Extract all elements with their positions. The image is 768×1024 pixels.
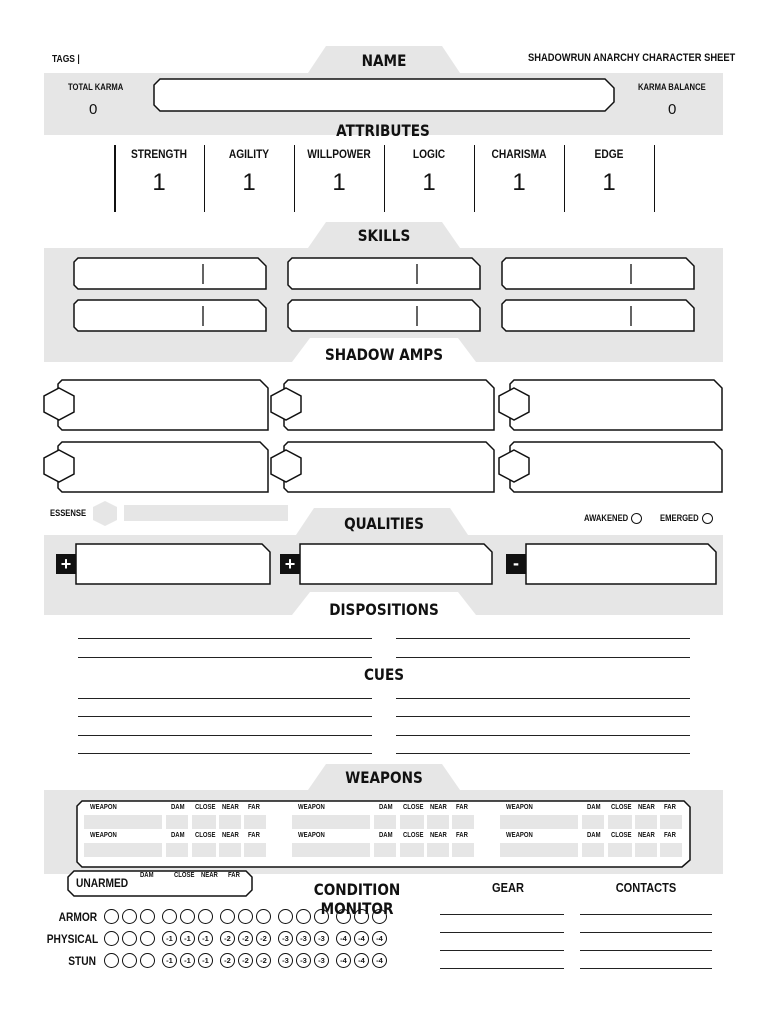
cue-line[interactable] [78, 753, 372, 754]
unarmed-close-header: CLOSE [174, 872, 195, 879]
attribute-value: 1 [422, 169, 436, 196]
emerged-radio[interactable] [702, 513, 713, 524]
dam-header: DAM [587, 804, 601, 811]
attribute-value: 1 [332, 169, 346, 196]
weapon-header: WEAPON [506, 832, 533, 839]
physical-box[interactable] [104, 931, 119, 946]
weapon-near-field[interactable] [219, 815, 241, 829]
unarmed-far-header: FAR [228, 872, 240, 879]
armor-box[interactable] [220, 909, 235, 924]
weapon-name-field[interactable] [84, 815, 162, 829]
qualities-title: QUALITIES [344, 514, 424, 533]
disposition-line[interactable] [78, 657, 372, 658]
attribute-label: STRENGTH [130, 147, 188, 161]
weapon-slot[interactable] [84, 804, 270, 832]
quality-slots[interactable] [0, 540, 768, 590]
awakened-label: AWAKENED [584, 513, 629, 523]
disposition-line[interactable] [396, 638, 690, 639]
gear-title: GEAR [492, 880, 524, 895]
cues-title: CUES [363, 665, 405, 684]
near-header: NEAR [638, 804, 655, 811]
stun-box[interactable]: -3 [278, 953, 293, 968]
name-title: NAME [361, 51, 407, 70]
weapon-dam-field[interactable] [166, 815, 188, 829]
close-header: CLOSE [611, 804, 632, 811]
cue-line[interactable] [78, 716, 372, 717]
weapon-close-field[interactable] [192, 815, 216, 829]
near-header: NEAR [222, 832, 239, 839]
armor-box[interactable] [372, 909, 387, 924]
weapon-close-field[interactable] [192, 843, 216, 857]
armor-box[interactable] [122, 909, 137, 924]
weapon-dam-field[interactable] [582, 843, 604, 857]
weapon-near-field[interactable] [219, 843, 241, 857]
weapon-far-field[interactable] [452, 843, 474, 857]
weapon-name-field[interactable] [292, 843, 370, 857]
weapon-slot[interactable] [500, 832, 686, 860]
attribute-value: 1 [152, 169, 166, 196]
stun-box[interactable]: -4 [354, 953, 369, 968]
cue-line[interactable] [396, 735, 690, 736]
shadow-amps-title: SHADOW AMPS [324, 345, 444, 364]
tags-label: TAGS | [52, 54, 80, 65]
far-header: FAR [664, 832, 676, 839]
condition-row-label: PHYSICAL [46, 932, 99, 946]
attribute-label: CHARISMA [491, 147, 547, 161]
physical-box[interactable]: -1 [198, 931, 213, 946]
weapon-slot[interactable] [500, 804, 686, 832]
disposition-line[interactable] [78, 638, 372, 639]
weapon-slot[interactable] [84, 832, 270, 860]
stun-box[interactable] [122, 953, 137, 968]
gear-line[interactable] [440, 968, 564, 969]
armor-box[interactable] [180, 909, 195, 924]
weapon-header: WEAPON [298, 832, 325, 839]
armor-box[interactable] [198, 909, 213, 924]
stun-box[interactable]: -4 [372, 953, 387, 968]
weapon-near-field[interactable] [427, 843, 449, 857]
sheet-title: SHADOWRUN ANARCHY CHARACTER SHEET [528, 52, 736, 64]
weapon-near-field[interactable] [635, 815, 657, 829]
attributes-title: ATTRIBUTES [336, 121, 430, 140]
cue-line[interactable] [78, 698, 372, 699]
near-header: NEAR [430, 832, 447, 839]
positive-quality-2-plus-icon[interactable]: + [280, 554, 300, 574]
near-header: NEAR [222, 804, 239, 811]
physical-box[interactable]: -3 [296, 931, 311, 946]
essence-label: ESSENSE [50, 508, 87, 518]
weapon-name-field[interactable] [500, 815, 578, 829]
stun-track [104, 952, 390, 970]
stun-box[interactable]: -2 [220, 953, 235, 968]
dam-header: DAM [379, 804, 393, 811]
stun-box[interactable]: -3 [296, 953, 311, 968]
attribute-charisma[interactable] [474, 145, 565, 212]
condition-monitor-title: CONDITION MONITOR [313, 880, 401, 918]
attribute-label: AGILITY [228, 147, 270, 161]
physical-box[interactable]: -4 [372, 931, 387, 946]
skills-title: SKILLS [357, 226, 411, 245]
physical-box[interactable]: -4 [354, 931, 369, 946]
unarmed-dam-header: DAM [140, 872, 154, 879]
attribute-label: LOGIC [412, 147, 446, 161]
cue-line[interactable] [396, 716, 690, 717]
armor-box[interactable] [238, 909, 253, 924]
stun-box[interactable]: -2 [238, 953, 253, 968]
physical-box[interactable]: -2 [256, 931, 271, 946]
negative-quality-minus-icon[interactable]: - [506, 554, 526, 574]
attribute-label: EDGE [594, 147, 624, 161]
armor-box[interactable] [354, 909, 369, 924]
attribute-label: WILLPOWER [307, 147, 371, 161]
stun-box[interactable]: -3 [314, 953, 329, 968]
near-header: NEAR [638, 832, 655, 839]
weapon-header: WEAPON [298, 804, 325, 811]
physical-box[interactable] [140, 931, 155, 946]
stun-box[interactable]: -4 [336, 953, 351, 968]
name-field[interactable] [150, 78, 620, 112]
stun-box[interactable] [104, 953, 119, 968]
weapon-far-field[interactable] [244, 843, 266, 857]
close-header: CLOSE [611, 832, 632, 839]
armor-box[interactable] [336, 909, 351, 924]
far-header: FAR [456, 832, 468, 839]
weapon-name-field[interactable] [84, 843, 162, 857]
shadow-amp-slots[interactable] [0, 376, 768, 496]
weapon-far-field[interactable] [452, 815, 474, 829]
stun-box[interactable]: -1 [198, 953, 213, 968]
weapon-far-field[interactable] [660, 815, 682, 829]
cue-line[interactable] [78, 735, 372, 736]
cue-line[interactable] [396, 698, 690, 699]
weapons-title: WEAPONS [345, 768, 423, 787]
attribute-willpower[interactable] [294, 145, 385, 212]
stun-box[interactable]: -1 [180, 953, 195, 968]
contact-line[interactable] [580, 914, 712, 915]
attribute-value: 1 [602, 169, 616, 196]
karma-balance-label: KARMA BALANCE [638, 82, 706, 92]
weapon-slot[interactable] [292, 832, 478, 860]
weapon-dam-field[interactable] [374, 843, 396, 857]
weapon-dam-field[interactable] [374, 815, 396, 829]
close-header: CLOSE [403, 832, 424, 839]
far-header: FAR [664, 804, 676, 811]
armor-box[interactable] [140, 909, 155, 924]
contacts-title: CONTACTS [615, 880, 677, 895]
physical-box[interactable]: -3 [314, 931, 329, 946]
physical-box[interactable]: -1 [162, 931, 177, 946]
weapon-near-field[interactable] [427, 815, 449, 829]
attribute-logic[interactable] [384, 145, 475, 212]
attribute-agility[interactable] [204, 145, 295, 212]
armor-box[interactable] [296, 909, 311, 924]
physical-box[interactable]: -4 [336, 931, 351, 946]
stun-box[interactable]: -2 [256, 953, 271, 968]
weapon-header: WEAPON [506, 804, 533, 811]
dam-header: DAM [171, 832, 185, 839]
condition-row-label: STUN [68, 954, 96, 968]
stun-box[interactable]: -1 [162, 953, 177, 968]
cue-line[interactable] [396, 753, 690, 754]
contact-line[interactable] [580, 968, 712, 969]
karma-balance-value[interactable]: 0 [668, 101, 677, 118]
gear-line[interactable] [440, 914, 564, 915]
condition-row-label: ARMOR [58, 910, 98, 924]
armor-track [104, 908, 390, 926]
physical-box[interactable]: -3 [278, 931, 293, 946]
dispositions-title: DISPOSITIONS [329, 600, 439, 619]
close-header: CLOSE [195, 804, 216, 811]
weapon-dam-field[interactable] [582, 815, 604, 829]
armor-box[interactable] [162, 909, 177, 924]
weapon-far-field[interactable] [660, 843, 682, 857]
disposition-line[interactable] [396, 657, 690, 658]
awakened-radio[interactable] [631, 513, 642, 524]
weapon-close-field[interactable] [400, 815, 424, 829]
weapon-near-field[interactable] [635, 843, 657, 857]
far-header: FAR [456, 804, 468, 811]
weapon-close-field[interactable] [608, 843, 632, 857]
attribute-value: 1 [512, 169, 526, 196]
armor-box[interactable] [314, 909, 329, 924]
weapon-header: WEAPON [90, 832, 117, 839]
contact-line[interactable] [580, 932, 712, 933]
dam-header: DAM [379, 832, 393, 839]
total-karma-value[interactable]: 0 [89, 101, 98, 118]
weapon-close-field[interactable] [400, 843, 424, 857]
attributes-row [114, 145, 655, 212]
physical-box[interactable]: -1 [180, 931, 195, 946]
stun-box[interactable] [140, 953, 155, 968]
dam-header: DAM [171, 804, 185, 811]
close-header: CLOSE [195, 832, 216, 839]
close-header: CLOSE [403, 804, 424, 811]
far-header: FAR [248, 804, 260, 811]
positive-quality-1-plus-icon[interactable]: + [56, 554, 76, 574]
weapon-name-field[interactable] [292, 815, 370, 829]
near-header: NEAR [430, 804, 447, 811]
physical-track [104, 930, 390, 948]
unarmed-near-header: NEAR [201, 872, 218, 879]
weapon-far-field[interactable] [244, 815, 266, 829]
dam-header: DAM [587, 832, 601, 839]
weapon-slot[interactable] [292, 804, 478, 832]
armor-box[interactable] [104, 909, 119, 924]
weapon-dam-field[interactable] [166, 843, 188, 857]
physical-box[interactable]: -2 [220, 931, 235, 946]
attribute-value: 1 [242, 169, 256, 196]
attribute-strength[interactable] [114, 145, 205, 212]
armor-box[interactable] [256, 909, 271, 924]
weapon-close-field[interactable] [608, 815, 632, 829]
total-karma-label: TOTAL KARMA [68, 82, 124, 92]
physical-box[interactable] [122, 931, 137, 946]
attribute-edge[interactable] [564, 145, 655, 212]
weapon-header: WEAPON [90, 804, 117, 811]
gear-line[interactable] [440, 932, 564, 933]
emerged-label: EMERGED [660, 513, 699, 523]
contact-line[interactable] [580, 950, 712, 951]
gear-line[interactable] [440, 950, 564, 951]
weapon-name-field[interactable] [500, 843, 578, 857]
far-header: FAR [248, 832, 260, 839]
skill-slots[interactable] [70, 256, 730, 336]
physical-box[interactable]: -2 [238, 931, 253, 946]
armor-box[interactable] [278, 909, 293, 924]
unarmed-label: UNARMED [76, 876, 129, 890]
